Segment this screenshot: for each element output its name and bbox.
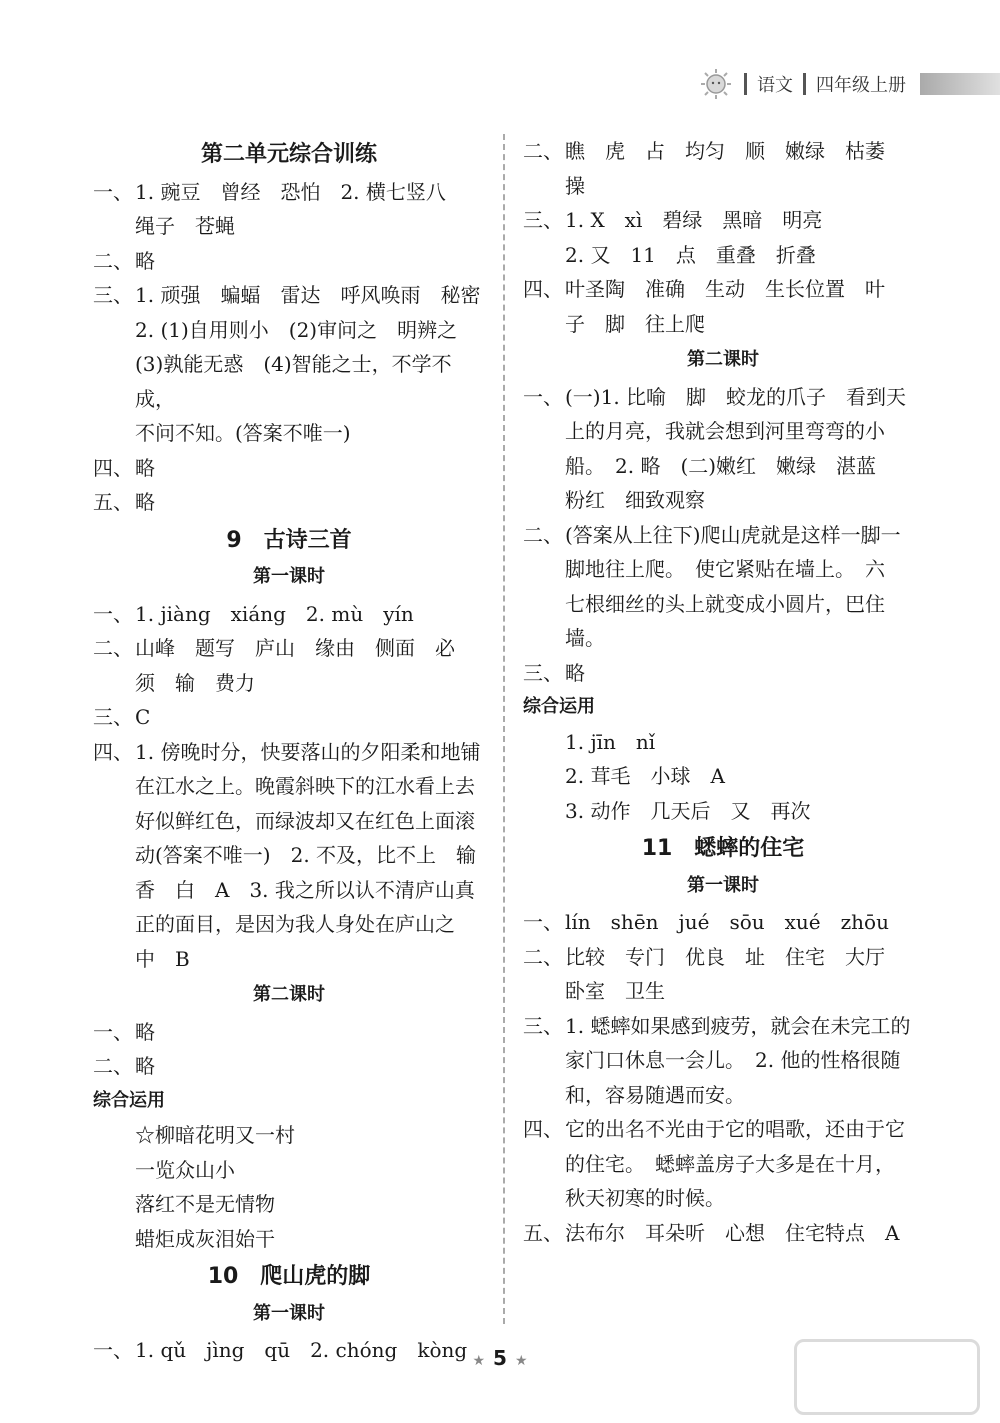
answer-item: [93, 485, 485, 520]
item-number: 四、: [93, 455, 133, 480]
continuation-line: 2. 茸毛 小球 A: [565, 764, 725, 788]
continuation-line: 不问不知。(答案不唯一): [135, 421, 351, 445]
answer-item: [93, 735, 485, 770]
item-text: 1. 蟋蟀如果感到疲劳，就会在未完工的: [565, 1013, 911, 1038]
continuation-line: 船。 2. 略 (二)嫩红 嫩绿 湛蓝: [565, 453, 877, 478]
header-subject: 语文: [757, 75, 793, 96]
answer-item: [523, 1112, 923, 1147]
lesson-heading: 第一课时: [687, 874, 759, 896]
item-text: 它的出名不光由于它的唱歌，还由于它: [565, 1117, 905, 1141]
continuation-line: 操: [565, 173, 585, 198]
item-text: 叶圣陶 准确 生动 生长位置 叶: [565, 277, 885, 301]
item-text: 略: [135, 1054, 155, 1078]
item-number: 一、: [523, 910, 563, 934]
answer-item: [523, 272, 923, 307]
section-heading: 10 爬山虎的脚: [207, 1264, 371, 1289]
item-text: 1. X xì 碧绿 黑暗 明亮: [565, 208, 823, 232]
lesson-heading: 第二课时: [253, 984, 325, 1005]
item-number: 一、: [523, 384, 563, 409]
item-text: 1. jiàng xiáng 2. mù yín: [135, 601, 414, 626]
continuation-line: 的住宅。 蟋蟀盖房子大多是在十月，: [565, 1151, 895, 1176]
item-text: 法布尔 耳朵听 心想 住宅特点 A: [565, 1220, 900, 1245]
item-number: 四、: [523, 277, 563, 301]
item-number: 二、: [93, 1054, 133, 1078]
answer-item: [523, 656, 923, 691]
item-text: (一)1. 比喻 脚 蛟龙的爪子 看到天: [565, 384, 907, 409]
item-number: 二、: [93, 636, 133, 660]
answer-item: [93, 244, 485, 279]
answer-item: [523, 518, 923, 553]
continuation-line: 七根细丝的头上就变成小圆片，巴住墙。: [565, 591, 885, 650]
answer-item: [93, 597, 485, 632]
continuation-line: 秋天初寒的时候。: [565, 1186, 725, 1210]
item-number: 一、: [93, 601, 133, 626]
item-text: 山峰 题写 庐山 缘由 侧面 必: [135, 636, 455, 660]
item-number: 二、: [523, 944, 563, 969]
page-number: 5: [493, 1346, 507, 1370]
item-text: 1. qǔ jìng qū 2. chóng kòng: [135, 1338, 468, 1362]
header-bar: [920, 73, 1000, 95]
star-icon: ★: [514, 1353, 528, 1369]
left-column: [93, 134, 485, 1368]
continuation-line: 在江水之上。晚霞斜映下的江水看上去: [135, 774, 475, 798]
item-text: 略: [135, 248, 155, 273]
answer-item: [523, 134, 923, 169]
answer-item: [523, 380, 923, 415]
answer-item: [523, 1009, 923, 1044]
item-number: 三、: [523, 208, 563, 232]
item-text: lín shēn jué sōu xué zhōu: [565, 910, 889, 934]
continuation-line: 绳子 苍蝇: [135, 214, 235, 238]
section-heading: 第二单元综合训练: [200, 142, 377, 167]
item-text: 1. 傍晚时分，快要落山的夕阳柔和地铺: [135, 739, 481, 764]
answer-item: [93, 175, 485, 210]
lesson-heading: 第一课时: [253, 1302, 325, 1324]
item-text: 略: [135, 1019, 155, 1044]
item-number: 五、: [93, 490, 133, 514]
item-text: 1. 顽强 蝙蝠 雷达 呼风唤雨 秘密: [135, 283, 481, 307]
answer-item: [523, 940, 923, 975]
item-number: 一、: [93, 179, 133, 204]
answer-item: [93, 700, 485, 735]
continuation-line: 动(答案不唯一) 2. 不及，比不上 输: [135, 843, 477, 867]
sun-mascot-icon: [700, 68, 732, 100]
answer-item: [93, 1049, 485, 1084]
item-number: 二、: [523, 139, 563, 163]
continuation-line: 上的月亮，我就会想到河里弯弯的小: [565, 419, 885, 443]
continuation-line: 中 B: [135, 946, 190, 971]
answer-item: [93, 451, 485, 486]
continuation-line: 蜡炬成灰泪始干: [135, 1226, 275, 1251]
item-number: 一、: [93, 1338, 133, 1362]
page-header: [700, 64, 1000, 104]
continuation-line: 家门口休息一会儿。 2. 他的性格很随: [565, 1048, 901, 1072]
answer-item: [523, 905, 923, 940]
answer-item: [93, 278, 485, 313]
continuation-line: 2. (1)自用则小 (2)审问之 明辨之: [135, 317, 458, 342]
continuation-line: 脚地往上爬。 使它紧贴在墙上。 六: [565, 557, 885, 581]
continuation-line: 落红不是无情物: [135, 1192, 275, 1216]
answer-item: [523, 1216, 923, 1251]
right-column: [523, 134, 923, 1250]
star-icon: ★: [472, 1353, 486, 1369]
item-number: 三、: [523, 1013, 563, 1038]
continuation-line: 粉红 细致观察: [565, 488, 705, 512]
section-heading: 11 蟋蟀的住宅: [641, 836, 805, 861]
lesson-heading: 第一课时: [253, 566, 325, 587]
watermark-logo: [794, 1339, 980, 1415]
continuation-line: 1. jīn nǐ: [565, 729, 656, 754]
item-number: 四、: [523, 1117, 563, 1141]
item-number: 四、: [93, 739, 133, 764]
continuation-line: 卧室 卫生: [565, 979, 665, 1003]
item-text: C: [135, 705, 151, 729]
item-text: (答案从上往下)爬山虎就是这样一脚一: [565, 522, 901, 547]
item-text: 略: [135, 490, 155, 514]
continuation-line: 须 输 费力: [135, 670, 255, 695]
lesson-heading: 第二课时: [687, 349, 759, 370]
column-divider: [503, 134, 505, 1324]
item-number: 三、: [523, 660, 563, 685]
continuation-line: 子 脚 往上爬: [565, 311, 705, 336]
header-separator: [803, 73, 806, 95]
continuation-line: 2. 又 11 点 重叠 折叠: [565, 242, 816, 267]
item-number: 一、: [93, 1019, 133, 1044]
continuation-line: 3. 动作 几天后 又 再次: [565, 798, 811, 823]
subsection-label: 综合运用: [523, 696, 595, 717]
item-text: 比较 专门 优良 址 住宅 大厅: [565, 944, 885, 969]
header-separator: [744, 73, 747, 95]
item-text: 1. 豌豆 曾经 恐怕 2. 横七竖八: [135, 179, 446, 204]
continuation-line: ☆柳暗花明又一村: [135, 1123, 295, 1147]
subsection-label: 综合运用: [93, 1089, 165, 1111]
item-number: 三、: [93, 705, 133, 729]
continuation-line: (3)孰能无惑 (4)智能之士，不学不成，: [135, 352, 452, 411]
header-grade: 四年级上册: [816, 75, 906, 96]
item-number: 二、: [523, 522, 563, 547]
answer-item: [93, 1015, 485, 1050]
continuation-line: 好似鲜红色，而绿波却又在红色上面滚: [135, 808, 475, 833]
item-number: 二、: [93, 248, 133, 273]
continuation-line: 正的面目，是因为我人身处在庐山之: [135, 912, 455, 936]
item-text: 略: [565, 660, 585, 685]
continuation-line: 一览众山小: [135, 1157, 235, 1182]
section-heading: 9 古诗三首: [226, 527, 352, 553]
continuation-line: 和，容易随遇而安。: [565, 1082, 745, 1107]
continuation-line: 香 白 A 3. 我之所以认不清庐山真: [135, 877, 475, 902]
answer-item: [93, 631, 485, 666]
answer-item: [523, 203, 923, 238]
item-text: 略: [135, 455, 155, 480]
item-text: 瞧 虎 占 均匀 顺 嫩绿 枯萎: [565, 139, 885, 163]
item-number: 五、: [523, 1220, 563, 1245]
item-number: 三、: [93, 283, 133, 307]
